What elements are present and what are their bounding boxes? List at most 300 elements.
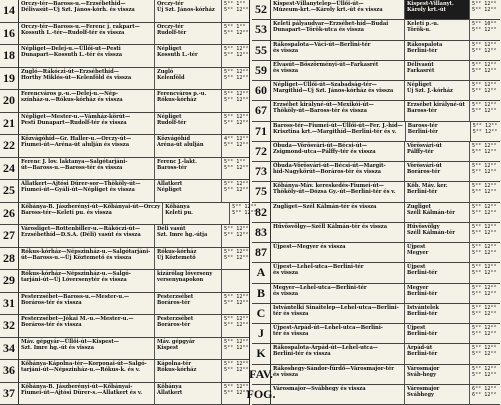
route-description xyxy=(271,81,404,100)
service-time: 6°° 12°° xyxy=(472,385,497,392)
route-number: 75 xyxy=(252,182,271,201)
route-number: 26 xyxy=(0,203,19,225)
route-number: 67 xyxy=(252,101,271,120)
service-time: 5°° 12°° xyxy=(472,102,497,109)
terminus-cell xyxy=(404,344,469,363)
terminus-name: Berlini-tér xyxy=(407,270,438,277)
route-row xyxy=(0,225,249,248)
route-description xyxy=(19,315,154,337)
service-time: 5°° 12°° xyxy=(472,88,497,95)
terminus-cell xyxy=(154,23,221,45)
service-time: 5°° 12°° xyxy=(472,345,497,352)
service-time: 5°° 12°° xyxy=(224,389,249,396)
terminus-name: Rákospalota xyxy=(407,41,443,48)
terminus-cell xyxy=(404,223,469,242)
route-line: Kossuth L.-tér—Rudolf-tér és vissza xyxy=(21,29,125,36)
route-row xyxy=(0,383,249,405)
route-row xyxy=(252,344,500,364)
route-number: FAV. xyxy=(252,365,271,384)
service-time: 5°° 12°° xyxy=(224,46,249,52)
service-hours xyxy=(469,385,500,404)
terminus-name: Széll Kálmán-tér xyxy=(407,229,455,236)
route-line: tér és vissza xyxy=(273,331,309,338)
terminus-name: Kossuth L.-tér xyxy=(157,52,198,59)
route-number: C xyxy=(252,304,271,323)
service-time: 5°° 12°° xyxy=(232,209,257,216)
service-hours xyxy=(469,344,500,363)
route-line: Keleti pályaudvar—Erzsébet-híd—Budai xyxy=(273,21,389,28)
route-number: 22 xyxy=(0,135,19,157)
route-line: Boráros-tér és vissza xyxy=(21,299,82,306)
terminus-name: Baross-tér xyxy=(407,122,438,129)
service-time: 5°° 12°° xyxy=(472,122,498,129)
terminus-name: Árpád-út xyxy=(407,345,433,352)
terminus-cell xyxy=(404,203,469,222)
service-hours xyxy=(469,284,500,303)
route-row xyxy=(252,142,500,162)
route-line: Fiumei-út—Gyáli-út—Népliget és vissza xyxy=(21,187,135,194)
terminus-cell xyxy=(154,113,221,135)
route-line: Újpest—Lehel-utca—Berlini-tér xyxy=(273,264,364,271)
terminus-name: Kápolna-tér xyxy=(157,361,192,367)
route-line: Szt. Imre hg.-út és vissza xyxy=(21,344,94,351)
terminus-name: Újpest xyxy=(407,244,426,250)
service-time: 5°° 12°° xyxy=(472,169,497,176)
terminus-name: Keleti p.-u. xyxy=(407,21,439,28)
route-row xyxy=(252,284,500,304)
route-row xyxy=(252,243,500,263)
service-time: 5°° 12°° xyxy=(224,91,249,97)
route-line: Óbuda—Vörösvári-út—Bécsi-út— xyxy=(273,142,368,149)
service-time: 5°° 1°° xyxy=(224,1,246,7)
service-time: 5°° 12°° xyxy=(224,52,249,59)
route-number: 16 xyxy=(0,23,19,45)
service-time: 5°° 12°° xyxy=(472,229,497,236)
terminus-name: Szt. Imre hg.-útja xyxy=(157,232,208,239)
route-number: 34 xyxy=(0,338,19,360)
terminus-cell xyxy=(404,324,469,343)
right-column xyxy=(246,0,500,405)
service-time: 5°° 12°° xyxy=(472,47,497,54)
route-number: 24 xyxy=(0,158,19,180)
service-hours xyxy=(469,365,500,384)
route-row xyxy=(252,263,500,283)
route-line: Dunapart—Török-utca és vissza xyxy=(273,27,365,34)
service-time: 5°° 12°° xyxy=(224,29,249,36)
route-line: Városliget—Rottenbiller-u.—Rákóczi-út— xyxy=(21,226,141,232)
route-line: és vissza xyxy=(273,290,299,297)
service-time: 5°° 12°° xyxy=(224,254,249,261)
service-time: 5°° 12°° xyxy=(472,142,497,149)
service-hours xyxy=(469,203,500,222)
route-row xyxy=(252,223,500,243)
service-hours xyxy=(221,90,249,112)
service-time: 5°° 12°° xyxy=(224,299,249,306)
service-time: 5°° 12°° xyxy=(472,365,497,372)
route-number: 20 xyxy=(0,90,19,112)
service-hours xyxy=(221,158,249,180)
service-time: 5°° 12°° xyxy=(472,203,497,210)
service-time: 5°° 12°° xyxy=(224,316,249,322)
terminus-name: Boráros-tér xyxy=(407,169,441,176)
service-hours xyxy=(221,68,249,90)
service-hours xyxy=(469,0,500,19)
terminus-name: Török-u. xyxy=(407,27,431,34)
route-row xyxy=(252,0,500,20)
service-hours xyxy=(469,304,500,323)
route-number: 32 xyxy=(0,315,19,337)
service-time: 5°° 12°° xyxy=(224,344,249,351)
route-line: tarjáni-út—Népszinház-u.—Rókus-k. és v. xyxy=(21,367,140,374)
service-hours xyxy=(469,162,500,181)
route-line: Népliget—Üllői-út—Szabadság-tér— xyxy=(273,82,377,88)
terminus-cell xyxy=(154,360,221,382)
route-line: Zugliget—Szél Kálmán-tér és vissza xyxy=(273,203,377,210)
route-line: Dunapart—Kossuth L.-tér és vissza xyxy=(21,52,123,59)
route-row xyxy=(252,162,500,182)
route-line: Kőbánya-B. Jászberényi-út—Kőbányai- xyxy=(21,383,133,390)
terminus-name: Károly krt.-út xyxy=(407,7,446,14)
route-line: tér és vissza xyxy=(273,310,309,317)
terminus-name: Újpest xyxy=(407,325,426,331)
service-time: 5°° 12°° xyxy=(472,7,497,14)
service-hours xyxy=(221,315,249,337)
service-hours xyxy=(221,45,249,67)
service-time: 5°° 12°° xyxy=(224,226,249,232)
route-row xyxy=(0,338,249,361)
route-number: 53 xyxy=(252,20,271,39)
service-hours xyxy=(469,243,500,262)
route-line: Ferenc J. lov. laktanya—Salgótarjáni- xyxy=(21,158,128,165)
service-time: 5°° 12°° xyxy=(224,383,249,390)
terminus-name: Rókus-kórház xyxy=(157,97,197,104)
terminus-name: Berlini-tér xyxy=(407,189,438,196)
route-description xyxy=(19,360,154,382)
terminus-name: Sváb-hegy xyxy=(407,371,437,378)
terminus-cell xyxy=(404,385,469,404)
terminus-name: Népliget xyxy=(407,82,432,88)
route-line: Élvasút—Böszörményi-út—Farkasrét xyxy=(273,61,379,68)
route-number: 21 xyxy=(0,113,19,135)
terminus-cell xyxy=(404,182,469,201)
terminus-name: Városmajor xyxy=(407,385,440,392)
route-line: út—Baross-u.—Üj Köztemető és vissza xyxy=(21,254,132,261)
route-line: híd-Nagykörút—Boráros-tér és vissza xyxy=(273,169,382,176)
terminus-name: Új Szt. János-kórház xyxy=(157,7,215,14)
route-line: Ferencváros p.-u.—Delej-u.—Nép- xyxy=(21,91,118,97)
route-line: és vissza xyxy=(273,371,299,378)
route-line: Erzsébethíd—D.S.A. (Déli) vasút és vissza xyxy=(21,232,141,239)
route-line: Orczy-tér—Baross-u.—Ferenc j. rakpart— xyxy=(21,23,140,30)
terminus-name: Farkasrét xyxy=(407,67,435,74)
route-row xyxy=(252,324,500,344)
route-description xyxy=(271,162,404,181)
service-time: 5°° 12°° xyxy=(472,371,497,378)
route-description xyxy=(271,263,404,282)
terminus-name: Keleti pu. xyxy=(165,209,193,216)
service-time: 5°° 12°° xyxy=(472,331,497,338)
route-row xyxy=(252,61,500,81)
route-description xyxy=(19,383,154,405)
service-hours xyxy=(469,324,500,343)
terminus-name: Megyer xyxy=(407,250,429,257)
service-hours xyxy=(469,182,500,201)
route-line: Népliget—Mester-u.—Vámház-körút— xyxy=(21,113,131,120)
service-time: 5°° 12°° xyxy=(224,142,249,149)
route-number: 37 xyxy=(0,383,19,405)
service-hours xyxy=(221,248,249,270)
service-time: 5°° 12°° xyxy=(472,67,497,74)
terminus-cell xyxy=(404,61,469,80)
route-number: 73 xyxy=(252,162,271,181)
route-line: Pesterzsébet—Baross-u.—Mester-u.— xyxy=(21,293,130,300)
service-time: 6°° 12°° xyxy=(472,391,497,398)
terminus-name: Közvágóhíd xyxy=(157,136,191,142)
route-number: 36 xyxy=(0,360,19,382)
service-time: 5°° 12°° xyxy=(224,187,249,194)
service-hours xyxy=(469,20,500,39)
terminus-cell xyxy=(154,270,221,292)
service-hours xyxy=(469,41,500,60)
terminus-name: Svábhegy xyxy=(407,391,434,398)
route-line: Kőbánya-B. Jászberényi-út—Kőbányai-út—Orczy xyxy=(21,203,161,210)
terminus-cell xyxy=(154,315,221,337)
route-description xyxy=(271,20,404,39)
route-line: Fiumei-út—Ajtósi Dürer-s.—Állatkert és v. xyxy=(21,389,143,396)
service-time: 5°° 12°° xyxy=(472,290,497,297)
terminus-name: Kispest-Villanyt. xyxy=(407,1,454,7)
terminus-name: Istvántelek xyxy=(407,304,439,311)
terminus-cell xyxy=(404,263,469,282)
route-number: A xyxy=(252,263,271,282)
terminus-name: Berlini-tér xyxy=(407,331,438,338)
route-line: Hűvösvölgy—Széll Kálmán-tér és vissza xyxy=(273,223,388,230)
route-row xyxy=(0,0,249,23)
service-time: 5°° 12°° xyxy=(472,351,497,358)
route-line: Újpest-Árpád-út—Lehel-utca—Berlini- xyxy=(273,325,383,331)
route-line: Újpest—Megyer és vissza xyxy=(273,244,346,250)
route-description xyxy=(271,324,404,343)
route-line: Margithíd—Új Szt. János-kórház és vissza xyxy=(273,88,394,95)
service-time: 5°° 12°° xyxy=(224,361,249,367)
service-time: 5°° 12°° xyxy=(224,181,249,187)
route-row xyxy=(0,293,249,316)
route-line: Thököly-út—Baross-tér és vissza xyxy=(273,108,367,115)
route-row xyxy=(0,90,249,113)
route-row xyxy=(252,182,500,202)
terminus-cell xyxy=(154,135,221,157)
service-hours xyxy=(221,135,249,157)
service-time: 5°° 12°° xyxy=(472,244,497,250)
route-row xyxy=(0,248,249,271)
terminus-name: Pálffy-tér xyxy=(407,148,434,155)
terminus-name: Vörösvári-út xyxy=(407,142,442,149)
terminus-name: Zugliget xyxy=(407,203,432,210)
terminus-name: Népliget xyxy=(157,113,182,120)
terminus-name: Aréna-út alulján xyxy=(157,142,204,149)
route-line: és vissza xyxy=(273,47,299,54)
route-row xyxy=(0,113,249,136)
route-description xyxy=(271,0,404,19)
route-line: Rákospalota—Váci-út—Berlini-tér xyxy=(273,41,371,48)
service-time: 5°° 12°° xyxy=(224,293,249,300)
terminus-cell xyxy=(154,45,221,67)
route-description xyxy=(19,23,154,45)
terminus-name: Délivasút xyxy=(407,61,434,68)
route-description xyxy=(19,293,154,315)
route-line: út—Baross-u.—Baross-tér és vissza xyxy=(21,164,123,171)
route-line: Orczy-tér—Baross-u.—Erzsébethid— xyxy=(21,1,126,7)
terminus-name: Baross-tér xyxy=(407,108,437,115)
terminus-name: Állatkert xyxy=(157,389,183,396)
service-hours xyxy=(469,142,500,161)
service-time: 5°° 12°° xyxy=(224,97,249,104)
terminus-name: Kispest xyxy=(157,344,179,351)
service-time: 5°° 12°° xyxy=(472,61,497,68)
service-time: 5°° 12°° xyxy=(472,284,497,291)
terminus-cell xyxy=(404,142,469,161)
route-row xyxy=(0,315,249,338)
service-time: 5°° 12°° xyxy=(472,1,497,7)
route-line: Délivasút—Új Szt. János-kórh. és vissza xyxy=(21,7,135,14)
route-row xyxy=(252,81,500,101)
route-row xyxy=(0,180,249,203)
route-line: Baross-tér—Fiumei-út—Üllői-út—Fer. J.-híd— xyxy=(273,122,403,129)
terminus-name: Déli vasút xyxy=(157,226,186,232)
route-description xyxy=(271,223,404,242)
route-line: Kőbánya-Kápolna-tér—Korponai-út—Salgó- xyxy=(21,361,147,367)
terminus-name: Népliget xyxy=(157,46,182,52)
terminus-name: Orczy-tér xyxy=(157,23,184,30)
terminus-name: Rudolf-tér xyxy=(157,119,187,126)
route-description xyxy=(271,182,404,201)
terminus-name: Újpest xyxy=(407,264,426,271)
service-time: 5°° 12°° xyxy=(224,119,249,126)
terminus-name: Új Szt. J.-kórház xyxy=(407,88,453,95)
terminus-cell xyxy=(404,81,469,100)
route-row xyxy=(252,20,500,40)
route-description xyxy=(271,101,404,120)
terminus-name: Berlini-tér xyxy=(407,290,438,297)
route-line: Berlini-tér és vissza xyxy=(273,351,331,358)
terminus-cell xyxy=(154,293,221,315)
service-hours xyxy=(221,360,249,382)
terminus-name: Állatkert xyxy=(157,181,183,187)
route-line: Baross-tér—Keleti pu. és vissza xyxy=(21,209,112,216)
route-number: B xyxy=(252,284,271,303)
route-row xyxy=(0,135,249,158)
route-row xyxy=(0,270,249,293)
route-line: Istvántelki Sinaitelep—Lehel-utca—Berlini- xyxy=(273,304,399,311)
route-line: Horthy Miklós-út—Kelenföld és vissza xyxy=(21,74,132,81)
terminus-name: Ferenc J.-lakt. xyxy=(157,158,197,165)
route-number: 27 xyxy=(0,225,19,247)
route-description xyxy=(19,158,154,180)
service-hours xyxy=(469,101,500,120)
terminus-name: Kőbánya xyxy=(165,203,190,210)
route-line: Rókus-kórház—Népszinház-u.—Salgó- xyxy=(21,271,131,277)
terminus-cell xyxy=(404,20,469,39)
terminus-name: Kőbánya xyxy=(157,383,182,390)
route-line: Boráros-tér és vissza xyxy=(21,322,82,329)
route-line: és vissza xyxy=(273,270,299,277)
route-line: Múzeum-krt.—Károly krt.-út és vissza xyxy=(273,7,383,14)
route-description xyxy=(19,0,154,22)
terminus-name: Rudolf-tér xyxy=(157,29,187,36)
route-line: Közvágóhíd—Gr. Haller-u.—Orczy-út— xyxy=(21,136,132,142)
route-row xyxy=(246,385,500,405)
service-time: 5°° 10°° xyxy=(472,21,497,28)
service-time: 5°° 12°° xyxy=(224,7,249,14)
terminus-cell xyxy=(404,284,469,303)
service-hours xyxy=(469,223,500,242)
terminus-cell xyxy=(404,365,469,384)
route-line: Megyer—Lehel-utca—Berlini-tér xyxy=(273,284,367,291)
route-description xyxy=(19,338,154,360)
terminus-cell xyxy=(404,0,469,19)
route-description xyxy=(271,122,405,141)
terminus-cell xyxy=(154,0,221,22)
route-line: színház-u.—Rókus-kórház és vissza xyxy=(21,97,123,104)
route-description xyxy=(19,225,154,247)
route-line: Állatkert—Ajtósi Dürer-sor—Thököly-út— xyxy=(21,181,141,187)
service-time: 5°° 12°° xyxy=(224,367,249,374)
service-time: 5°° 1°° xyxy=(224,23,246,30)
route-description xyxy=(271,365,404,384)
route-description xyxy=(19,248,154,270)
terminus-name: Baross-tér xyxy=(157,164,187,171)
route-description xyxy=(19,113,154,135)
service-time: 5°° 12°° xyxy=(472,183,497,190)
route-row xyxy=(0,203,257,226)
service-time: 5°° 12°° xyxy=(472,148,497,155)
service-time: 5°° 12°° xyxy=(472,163,497,169)
service-hours xyxy=(221,23,249,45)
route-row xyxy=(252,203,500,223)
route-line: és vissza xyxy=(273,67,299,74)
terminus-name: Ferencváros p.-u. xyxy=(157,91,207,97)
service-time: 5°° 12°° xyxy=(472,223,497,230)
route-line: tarjáni-út—Új Lóversenytér és vissza xyxy=(21,277,127,284)
service-time: 5°° 12°° xyxy=(224,232,249,239)
service-time: 5°° 12°° xyxy=(472,310,497,317)
terminus-name: Pesterzsébet xyxy=(157,293,194,300)
service-time: 5°° 12°° xyxy=(224,113,249,120)
terminus-name: Berlini-tér xyxy=(407,310,438,317)
terminus-name: Boráros-tér xyxy=(157,322,191,329)
route-number: 52 xyxy=(252,0,271,19)
service-time: 5°° 12°° xyxy=(472,304,497,311)
service-time: 5°° 1°° xyxy=(224,158,246,165)
service-time: 5°° 12°° xyxy=(232,203,257,210)
route-row xyxy=(0,23,249,46)
service-time: 5°° 12°° xyxy=(472,189,497,196)
service-time: 4°° 12°° xyxy=(224,136,249,142)
route-description xyxy=(19,270,154,292)
terminus-name: versenynapokon xyxy=(157,277,204,284)
route-line: Zsigmond-utca—Pálffy-tér és vissza xyxy=(273,148,376,155)
terminus-name: Hűvösvölgy xyxy=(407,223,440,230)
service-hours xyxy=(221,270,249,292)
route-line: Pesterzsébet—Jókai M.-u.—Mester-u.— xyxy=(21,316,134,322)
terminus-name: Rókus-kórház xyxy=(157,367,197,374)
route-row xyxy=(252,41,500,61)
service-time: 5°° 12°° xyxy=(224,164,249,171)
route-number: 83 xyxy=(252,223,271,242)
service-hours xyxy=(221,383,249,405)
route-description xyxy=(271,304,404,323)
terminus-cell xyxy=(404,101,469,120)
